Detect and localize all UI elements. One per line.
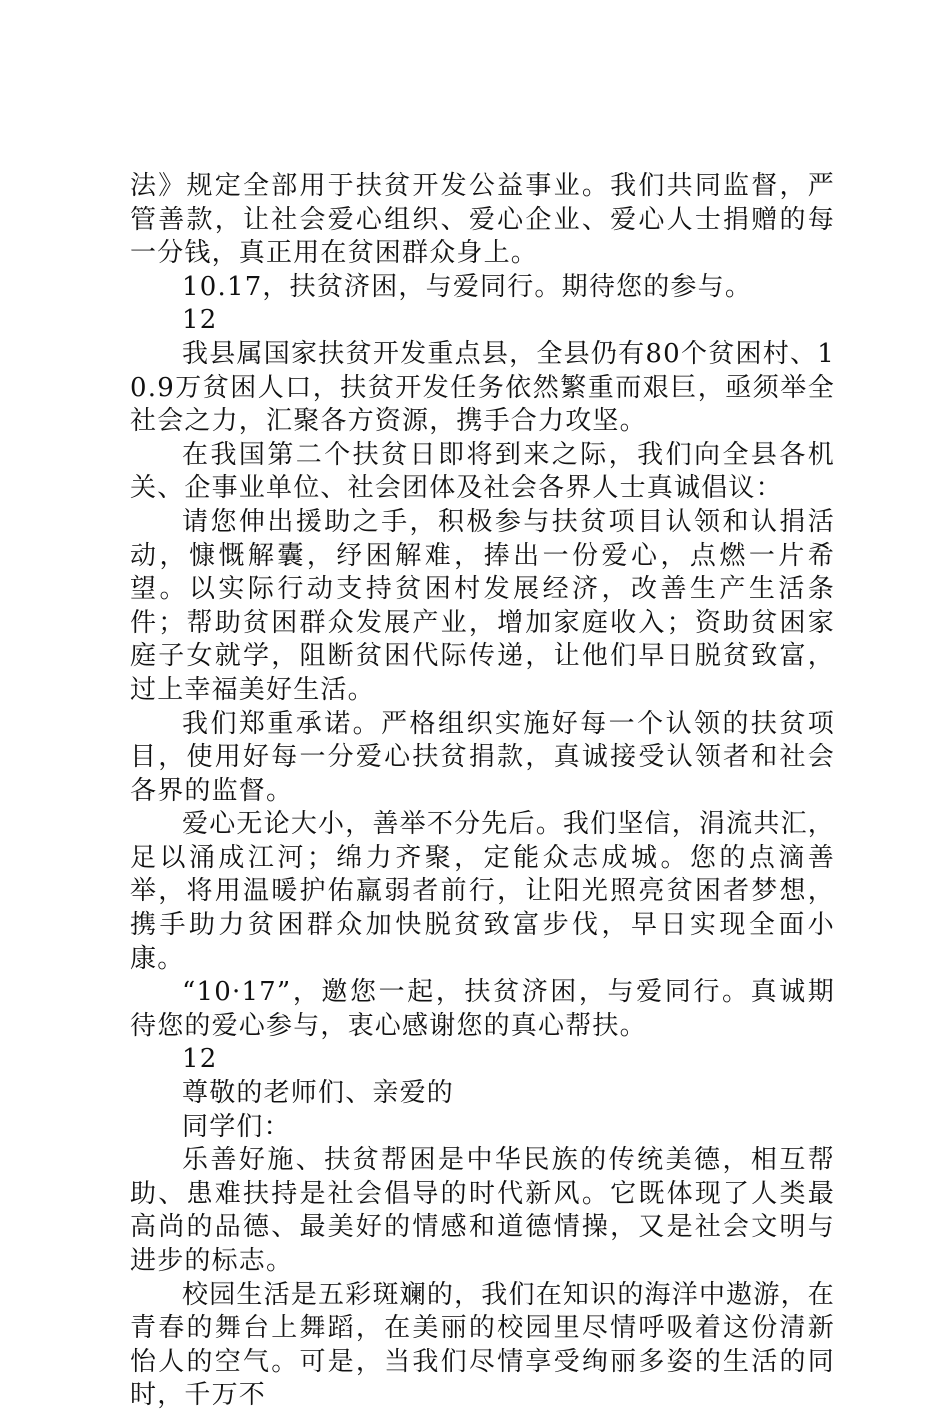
document-body bbox=[130, 170, 835, 1413]
paragraph: “10·17”，邀您一起，扶贫济困，与爱同行。真诚期待您的爱心参与，衷心感谢您的真心帮扶。 bbox=[130, 977, 835, 1041]
paragraph: 我县属国家扶贫开发重点县，全县仍有80个贫困村、10.9万贫困人口，扶贫开发任务依然繁重而艰巨，亟须举全社会之力，汇聚各方资源，携手合力攻坚。 bbox=[130, 338, 835, 437]
salutation-line: 同学们： bbox=[182, 1111, 291, 1142]
paragraph: 在我国第二个扶贫日即将到来之际，我们向全县各机关、企事业单位、社会团体及社会各界人士真诚倡议： bbox=[130, 439, 835, 504]
paragraph: 10.17，扶贫济困，与爱同行。期待您的参与。 bbox=[182, 271, 753, 302]
paragraph: 爱心无论大小，善举不分先后。我们坚信，涓流共汇，足以涌成江河；绵力齐聚，定能众志成城。您的点滴善举，将用温暖护佑羸弱者前行，让阳光照亮贫困者梦想，携手助力贫困群众加快脱贫致富步伐，早日实现全面小康。 bbox=[130, 809, 835, 974]
paragraph: 请您伸出援助之手，积极参与扶贫项目认领和认捐活动，慷慨解囊，纾困解难，捧出一份爱心，点燃一片希望。以实际行动支持贫困村发展经济，改善生产生活条件；帮助贫困群众发展产业，增加家庭收入；资助贫困家庭子女就学，阻断贫困代际传递，让他们早日脱贫致富，过上幸福美好生活。 bbox=[130, 506, 835, 705]
salutation-line: 尊敬的老师们、亲爱的 bbox=[182, 1078, 455, 1109]
paragraph: 校园生活是五彩斑斓的，我们在知识的海洋中遨游，在青春的舞台上舞蹈，在美丽的校园里尽情呼吸着这份清新怡人的空气。可是，当我们尽情享受绚丽多姿的生活的同时，千万不 bbox=[130, 1279, 835, 1411]
page-number-line: 12 bbox=[182, 1044, 218, 1075]
page-number-line: 12 bbox=[182, 305, 218, 336]
paragraph: 我们郑重承诺。严格组织实施好每一个认领的扶贫项目，使用好每一分爱心扶贫捐款，真诚接受认领者和社会各界的监督。 bbox=[130, 708, 835, 806]
paragraph: 乐善好施、扶贫帮困是中华民族的传统美德，相互帮助、患难扶持是社会倡导的时代新风。它既体现了人类最高尚的品德、最美好的情感和道德情操，又是社会文明与进步的标志。 bbox=[130, 1145, 835, 1276]
paragraph: 法》规定全部用于扶贫开发公益事业。我们共同监督，严管善款，让社会爱心组织、爱心企业、爱心人士捐赠的每一分钱，真正用在贫困群众身上。 bbox=[130, 171, 835, 269]
